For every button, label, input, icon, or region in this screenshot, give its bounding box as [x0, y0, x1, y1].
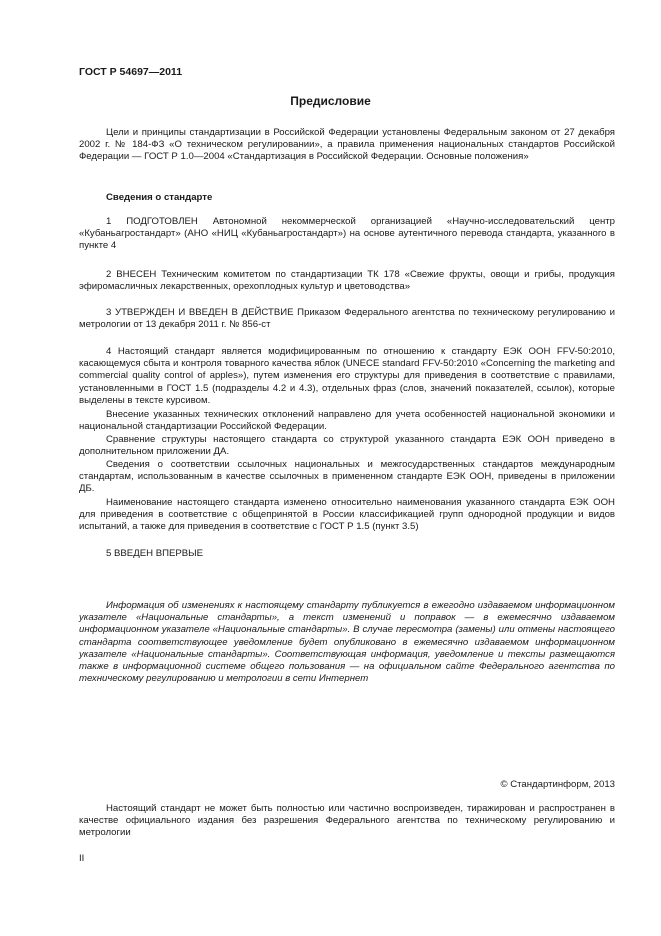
reproduction-notice: Настоящий стандарт не может быть полностью или частично воспроизведен, тиражирован и распространен в качестве официального издания без разрешения Федерального агентства по техническому регулированию и метрологии	[79, 803, 615, 839]
page-number: II	[79, 853, 85, 864]
document-code: ГОСТ Р 54697—2011	[79, 66, 183, 78]
notice-paragraph: Информация об изменениях к настоящему стандарту публикуется в ежегодно издаваемом информационном указателе «Национальные стандарты», а текст изменений и поправок — в ежемесячно издаваемом информационном указателе «Национальные стандарты». В случае пересмотра (замены) или отмены настоящего стандарта соответствующее уведомление будет опубликовано в ежемесячно издаваемом информационном указателе «Национальные стандарты». Соответствующая информация, уведомление и тексты размещаются также в информационной системе общего пользования — на официальном сайте Федерального агентства по техническому регулированию и метрологии в сети Интернет	[79, 600, 615, 685]
item-5: 5 ВВЕДЕН ВПЕРВЫЕ	[106, 548, 204, 559]
copyright: © Стандартинформ, 2013	[500, 779, 615, 790]
item-4-paragraph-3: Сравнение структуры настоящего стандарта со структурой указанного стандарта ЕЭК ООН приведено в дополнительном приложении ДА.	[79, 434, 615, 458]
item-1: 1 ПОДГОТОВЛЕН Автономной некоммерческой организацией «Научно-исследовательский центр «Кубаньагростандарт» (АНО «НИЦ «Кубаньагростандарт») на основе аутентичного перевода стандарта, указанного в пункте 4	[79, 216, 615, 252]
page-title: Предисловие	[290, 94, 371, 108]
item-4-paragraph-4: Сведения о соответствии ссылочных национальных и межгосударственных стандартов международным стандартам, использованным в качестве ссылочных в примененном стандарте ЕЭК ООН, приведены в приложении ДБ.	[79, 459, 615, 495]
intro-paragraph: Цели и принципы стандартизации в Российской Федерации установлены Федеральным законом от 27 декабря 2002 г. № 184-ФЗ «О техническом регулировании», а правила применения национальных стандартов Российской Федерации — ГОСТ Р 1.0—2004 «Стандартизация в Российской Федерации. Основные положения»	[79, 127, 615, 163]
item-2: 2 ВНЕСЕН Техническим комитетом по стандартизации ТК 178 «Свежие фрукты, овощи и грибы, продукция эфиромасличных лекарственных, орехоплодных культур и цветоводства»	[79, 269, 615, 293]
item-4-paragraph-1: 4 Настоящий стандарт является модифицированным по отношению к стандарту ЕЭК ООН FFV-50:2010, касающемуся сбыта и контроля товарного качества яблок (UNECE standard FFV-50:2010 «Concerning the marketing and commercial quality control of apples»), путем изменения его структуры для приведения в соответствие с правилами, установленными в ГОСТ 1.5 (подразделы 4.2 и 4.3), отдельных фраз (слов, значений показателей, ссылок), которые выделены в тексте курсивом.	[79, 346, 615, 406]
item-3: 3 УТВЕРЖДЕН И ВВЕДЕН В ДЕЙСТВИЕ Приказом Федерального агентства по техническому регулированию и метрологии от 13 декабря 2011 г. № 856-ст	[79, 307, 615, 331]
item-4-paragraph-5: Наименование настоящего стандарта изменено относительно наименования указанного стандарта ЕЭК ООН для приведения в соответствие с общепринятой в России классификацией групп однородной продукции и видов испытаний, а также для приведения в соответствие с ГОСТ Р 1.5 (пункт 3.5)	[79, 497, 615, 533]
item-4-paragraph-2: Внесение указанных технических отклонений направлено для учета особенностей национальной экономики и национальной стандартизации Российской Федерации.	[79, 409, 615, 433]
section-heading: Сведения о стандарте	[106, 192, 213, 203]
